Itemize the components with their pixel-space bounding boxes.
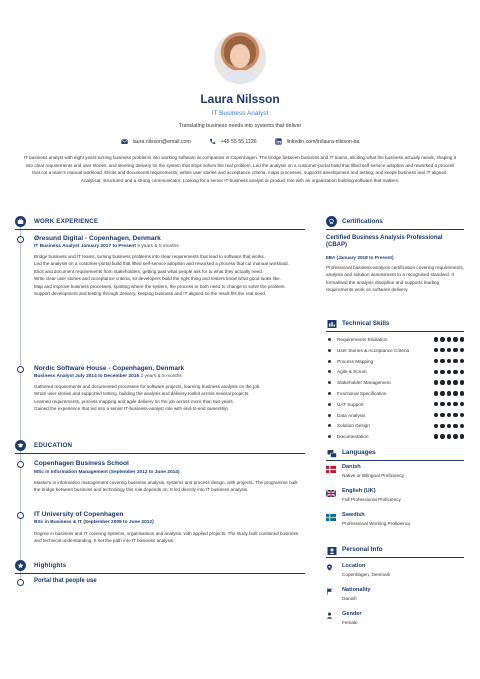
school-title-1: Copenhagen Business School [34,460,129,467]
location-pin-icon [326,564,333,571]
rating-dot [447,359,451,363]
rating-dot [434,337,438,341]
section-divider [326,331,464,332]
list-item: Gathered requirements and documented processes for software projects, learning business analysis on the job. [34,384,261,389]
rating-dot [453,424,457,428]
skill-rating [434,337,464,341]
rating-dot [447,391,451,395]
timeline-dot [17,579,24,586]
school-degree-2: BSc in Business & IT (September 2009 to June 2012) [34,520,154,525]
rating-dot [440,337,444,341]
rating-dot [453,370,457,374]
personal-label: Nationality [342,587,371,593]
timeline-dot [17,366,24,373]
rating-dot [440,391,444,395]
skill-row [326,389,464,398]
uk-flag-icon [326,490,336,497]
bullet-icon [328,338,331,341]
rating-dot [440,424,444,428]
cert-desc: Professional business-analysis certification covering requirements, analysis and solution assessment to a recognised standard. It formalised the analysis discipline and supports leading requirements work on software delivery. [326,265,465,293]
rating-dot [447,424,451,428]
rating-dot [460,391,464,395]
language-item [326,488,464,508]
skill-name: UAT Support [337,401,364,407]
skill-name: Functional Specification [337,391,387,396]
rating-dot [440,434,444,438]
section-divider [15,453,305,454]
rating-dot [434,391,438,395]
rating-dot [453,359,457,363]
list-item: Map and improve business processes, spotting where the system, the process or both need to change to solve the problem. [34,283,286,289]
candidate-name: Laura Nilsson [200,92,280,106]
linkedin-icon [275,138,282,145]
rating-dot [440,359,444,363]
star-icon [15,560,26,571]
skill-row [326,421,464,430]
timeline-dot [17,461,24,468]
section-divider [326,229,464,230]
rating-dot [453,402,457,406]
skill-row [326,335,464,344]
rating-dot [447,380,451,384]
skill-row [326,432,464,441]
personal-value: Copenhagen, Denmark [342,572,391,577]
rating-dot [460,370,464,374]
skill-name: Stakeholder Management [337,380,391,386]
personal-label: Location [342,563,366,569]
skill-rating [434,413,464,417]
section-divider [15,229,305,230]
job-bullets-1 [34,253,310,297]
email-text: laura.nilsson@email.com [132,138,191,145]
language-level: Full Professional Proficiency [342,497,401,502]
timeline-dot [17,512,24,519]
list-item: Support development and testing through delivery, keeping business and IT aligned so the result fits the real need. [34,291,267,297]
personal-gender [326,611,464,631]
rating-dot [453,348,457,352]
rating-dot [453,413,457,417]
cert-name: Certified Business Analysis Professional (CBAP) [326,235,443,249]
rating-dot [447,413,451,417]
skill-row [326,400,464,409]
rating-dot [453,434,457,438]
cert-issuer: IIBA (January 2018 to Present) [326,255,394,260]
language-item [326,464,464,484]
rating-dot [460,402,464,406]
rating-dot [460,337,464,341]
rating-dot [434,434,438,438]
list-item: Bridge business and IT teams, turning business problems into clear requirements that lead to software that works. [34,254,265,259]
denmark-flag-icon [326,466,336,473]
email-icon [121,138,128,145]
rating-dot [434,413,438,417]
candidate-title: IT Business Analyst [211,110,269,117]
rating-dot [453,380,457,384]
language-level: Native or Bilingual Proficiency [342,473,405,478]
job-role-1: IT Business Analyst January 2017 to Present 9 years & 5 months [34,244,179,249]
personal-label: Gender [342,611,362,617]
language-item [326,512,464,532]
school-degree-1: MSc in Information Management (September 2012 to June 2014) [34,470,180,475]
skill-rating [434,402,464,406]
certificate-icon [326,216,337,227]
bullet-icon [328,414,331,417]
bullet-icon [328,424,331,427]
bullet-icon [328,435,331,438]
rating-dot [447,348,451,352]
school-title-2: IT University of Copenhagen [34,511,124,518]
section-title-experience: WORK EXPERIENCE [34,218,99,225]
bullet-icon [328,381,331,384]
personal-nationality [326,587,464,607]
rating-dot [440,348,444,352]
section-title-skills: Technical Skills [342,320,390,327]
section-title-personal: Personal Info [342,546,383,553]
list-item: Write clear user stories and acceptance criteria, so developers build the right thing and testers know what good looks like. [34,276,281,282]
skill-name: Solution Design [337,423,370,429]
profile-photo [214,32,266,84]
list-item: Gained the experience that led into a senior IT-business-analyst role with end-to-end ownership. [34,406,230,412]
rating-dot [460,434,464,438]
rating-dot [434,402,438,406]
phone-icon [209,138,216,145]
highlight-item: Portal that people use [34,578,97,584]
bullet-icon [328,360,331,363]
rating-dot [460,413,464,417]
tagline: Translating business needs into systems that deliver [178,123,302,129]
school-desc-2: Degree in business and IT covering systems, organisations and analysis, with applied projects. The study built combined business and technical understanding. It set the path into IT business analysis. [34,531,299,544]
language-name: Danish [342,464,361,470]
job-title-1: Øresund Digital - Copenhagen, Denmark [34,235,161,242]
section-divider [326,460,464,461]
rating-dot [447,337,451,341]
rating-dot [460,359,464,363]
rating-dot [440,380,444,384]
id-card-icon [326,545,337,556]
skill-rating [434,380,464,384]
language-name: English (UK) [342,488,376,494]
rating-dot [460,380,464,384]
skill-rating [434,424,464,428]
graduation-cap-icon [15,440,26,451]
skill-name: Process Mapping [337,358,374,364]
linkedin-text: linkedin.com/in/laura-nilsson-ba [286,138,360,145]
briefcase-icon [15,216,26,227]
bullet-icon [328,403,331,406]
rating-dot [440,413,444,417]
linkedin-contact[interactable] [275,138,360,145]
rating-dot [453,391,457,395]
tools-icon [326,318,337,329]
rating-dot [460,424,464,428]
phone-contact[interactable] [209,138,257,145]
skill-rating [434,359,464,363]
rating-dot [453,337,457,341]
bullet-icon [328,392,331,395]
rating-dot [447,370,451,374]
rating-dot [440,402,444,406]
phone-text: +45 55 55 1126 [220,138,257,145]
skill-rating [434,391,464,395]
job-bullets-2 [34,383,310,413]
section-divider [326,557,464,558]
skill-name: Requirements Elicitation [337,337,388,342]
profile-summary: IT business analyst with eight years turning business problems into working software at companies in Copenhagen. The bridge between business and IT teams, eliciting what the business actually needs, shaping it into clear requirements and user stories, and steering delivery so the system that ships solves the real problem. Led the analysis on a customer-portal build that lifted self-service adoption and reworked a process that cut a team's manual workload. Elicits and documents requirements, writes user stories and acceptance criteria, maps processes, supports development and testing, and keeps business and IT aligned. Analytical, structured and a strong communicator. Looking for a senior IT-business analyst or product role with an organization building software that matters. [23,155,457,183]
skill-row [326,411,464,420]
rating-dot [440,370,444,374]
list-item: Wrote user stories and supported testing, building the analysis and delivery toolkit across several projects. [34,391,250,397]
rating-dot [447,434,451,438]
skill-row [326,378,464,387]
email-contact[interactable] [121,138,191,145]
rating-dot [434,424,438,428]
skill-row [326,357,464,366]
section-title-education: EDUCATION [34,442,73,449]
timeline-line [20,222,21,582]
person-icon [326,612,333,619]
rating-dot [434,359,438,363]
list-item: Led the analysis on a customer-portal build that lifted self-service adoption and reworked a process that cut manual workload. [34,261,289,267]
section-title-certifications: Certifications [342,218,383,225]
skill-row [326,367,464,376]
bullet-icon [328,349,331,352]
skill-rating [434,348,464,352]
job-role-2: Business Analyst July 2014 to December 2016 2 years & 5 months [34,374,182,379]
skill-rating [434,370,464,374]
skill-rating [434,434,464,438]
language-icon [326,448,337,459]
section-divider [15,573,305,574]
personal-value: Danish [342,596,357,601]
skill-name: User Stories & Acceptance Criteria [337,347,410,353]
skill-name: Agile & Scrum [337,369,367,375]
section-title-highlights: Highlights [34,562,67,569]
rating-dot [460,348,464,352]
language-name: Swedish [342,512,365,518]
personal-location [326,563,464,583]
language-level: Professional Working Proficiency [342,521,411,526]
job-title-2: Nordic Software House - Copenhagen, Denmark [34,365,185,372]
rating-dot [447,402,451,406]
bullet-icon [328,370,331,373]
skill-name: Documentation [337,434,369,440]
personal-value: Female [342,620,358,625]
timeline-dot [17,236,24,243]
skill-name: Data Analysis [337,412,366,418]
section-title-languages: Languages [342,449,376,456]
sweden-flag-icon [326,514,336,521]
school-desc-1: Master's in information management covering business analysis, systems and process design, with projects. The programme built the bridge between business and technology this role depends on. It led directly into IT business analysis. [34,480,298,493]
list-item: Elicit and document requirements from stakeholders, getting past what people ask for to what they actually need. [34,268,264,274]
list-item: Learned requirements, process mapping and agile delivery on the job across more than two years. [34,398,234,404]
rating-dot [434,370,438,374]
flag-icon [326,588,333,595]
rating-dot [434,348,438,352]
rating-dot [434,380,438,384]
contact-bar [0,138,480,145]
skill-row [326,346,464,355]
